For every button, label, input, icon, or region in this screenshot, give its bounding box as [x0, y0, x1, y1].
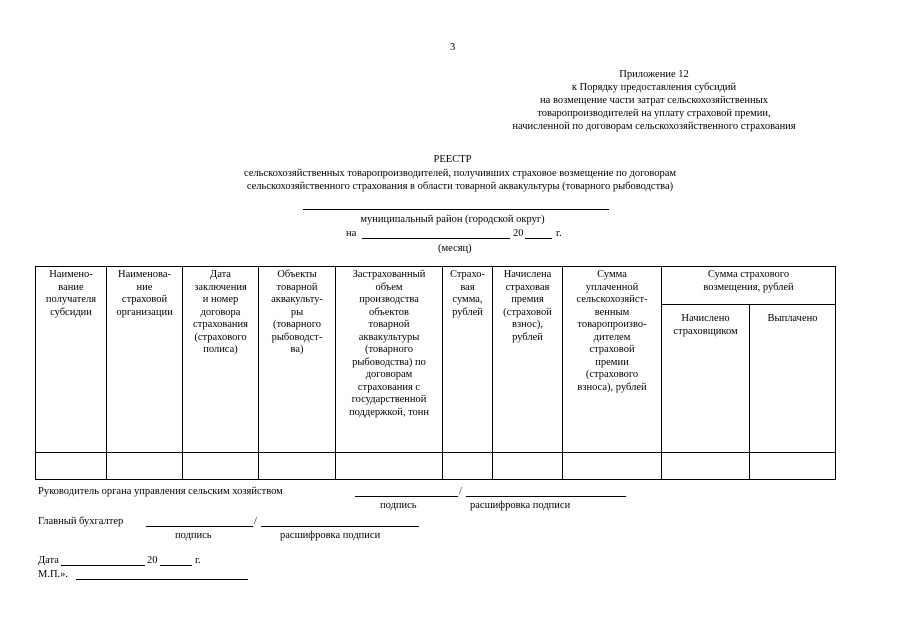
- appendix-heading: [470, 68, 838, 133]
- registry-table: [35, 266, 836, 480]
- header-sum-insured: Страхо- вая сумма, рублей: [443, 267, 493, 453]
- header-premium-paid: Сумма уплаченной сельскохозяйст- венным товаропроизво- дителем страховой премии (страхового взноса), рублей: [563, 267, 662, 453]
- appendix-line: товаропроизводителей на уплату страховой премии,: [537, 108, 771, 119]
- header-compensation-group: Сумма страхового возмещения, рублей: [662, 267, 836, 305]
- stamp-line: [76, 579, 248, 580]
- accountant-signature-line: [146, 526, 253, 527]
- year-blank-line: [525, 238, 552, 239]
- appendix-line: начисленной по договорам сельскохозяйственного страхования: [512, 121, 796, 132]
- appendix-line: на возмещение части затрат сельскохозяйственных: [540, 95, 768, 106]
- date-blank-line: [61, 565, 145, 566]
- accountant-slash: /: [254, 516, 257, 527]
- subtitle-line: сельскохозяйственных товаропроизводителей, получивших страховое возмещение по договорам: [243, 168, 677, 179]
- table-cell: [750, 453, 836, 480]
- district-blank-line: [303, 209, 609, 210]
- accountant-decode-line: [261, 526, 419, 527]
- registry-title: РЕЕСТР: [433, 154, 472, 165]
- date-label: Дата: [38, 555, 59, 566]
- head-signature-label: Руководитель органа управления сельским хозяйством: [38, 486, 283, 497]
- stamp-label: М.П.».: [38, 569, 69, 580]
- head-signature-line: [355, 496, 458, 497]
- header-recipient: Наимено- вание получателя субсидии: [36, 267, 107, 453]
- table-cell: [107, 453, 183, 480]
- head-signature-caption: подпись: [380, 500, 417, 511]
- month-blank-line: [362, 238, 510, 239]
- table-cell: [183, 453, 259, 480]
- head-decode-line: [466, 496, 626, 497]
- accountant-decode-caption: расшифровка подписи: [280, 530, 381, 541]
- registry-subtitle: [100, 167, 820, 193]
- header-paid: Выплачено: [750, 305, 836, 453]
- appendix-line: к Порядку предоставления субсидий: [571, 82, 737, 93]
- table-cell: [493, 453, 563, 480]
- month-caption: (месяц): [438, 243, 472, 254]
- header-premium-accrued: Начислена страховая премия (страховой взнос), рублей: [493, 267, 563, 453]
- accountant-signature-caption: подпись: [175, 530, 212, 541]
- table-cell: [336, 453, 443, 480]
- accountant-signature-label: Главный бухгалтер: [38, 516, 124, 527]
- head-slash: /: [459, 486, 462, 497]
- table-cell: [36, 453, 107, 480]
- table-cell: [443, 453, 493, 480]
- date-prefix: на: [346, 228, 357, 239]
- table-cell: [563, 453, 662, 480]
- header-accrued-by-insurer: Начислено страховщиком: [662, 305, 750, 453]
- date-year-suffix: г.: [195, 555, 201, 566]
- date-year: 20: [513, 228, 524, 239]
- table-cell: [662, 453, 750, 480]
- appendix-line: Приложение 12: [619, 69, 689, 80]
- date-year-prefix: 20: [147, 555, 158, 566]
- header-insurer: Наименова- ние страховой организации: [107, 267, 183, 453]
- district-label: муниципальный район (городской округ): [360, 214, 545, 225]
- header-objects: Объекты товарной аквакульту- ры (товарного рыбоводст- ва): [259, 267, 336, 453]
- table-cell: [259, 453, 336, 480]
- page-number: 3: [450, 42, 456, 53]
- header-insured-volume: Застрахованный объем производства объектов товарной аквакультуры (товарного рыбоводства) по договорам страхования с государственной поддержкой, тонн: [336, 267, 443, 453]
- header-contract: Дата заключения и номер договора страхования (страхового полиса): [183, 267, 259, 453]
- date-suffix: г.: [556, 228, 562, 239]
- table-row: [36, 453, 836, 480]
- date-year-line: [160, 565, 192, 566]
- head-decode-caption: расшифровка подписи: [470, 500, 571, 511]
- subtitle-line: сельскохозяйственного страхования в области товарной аквакультуры (товарного рыбоводства): [246, 181, 674, 192]
